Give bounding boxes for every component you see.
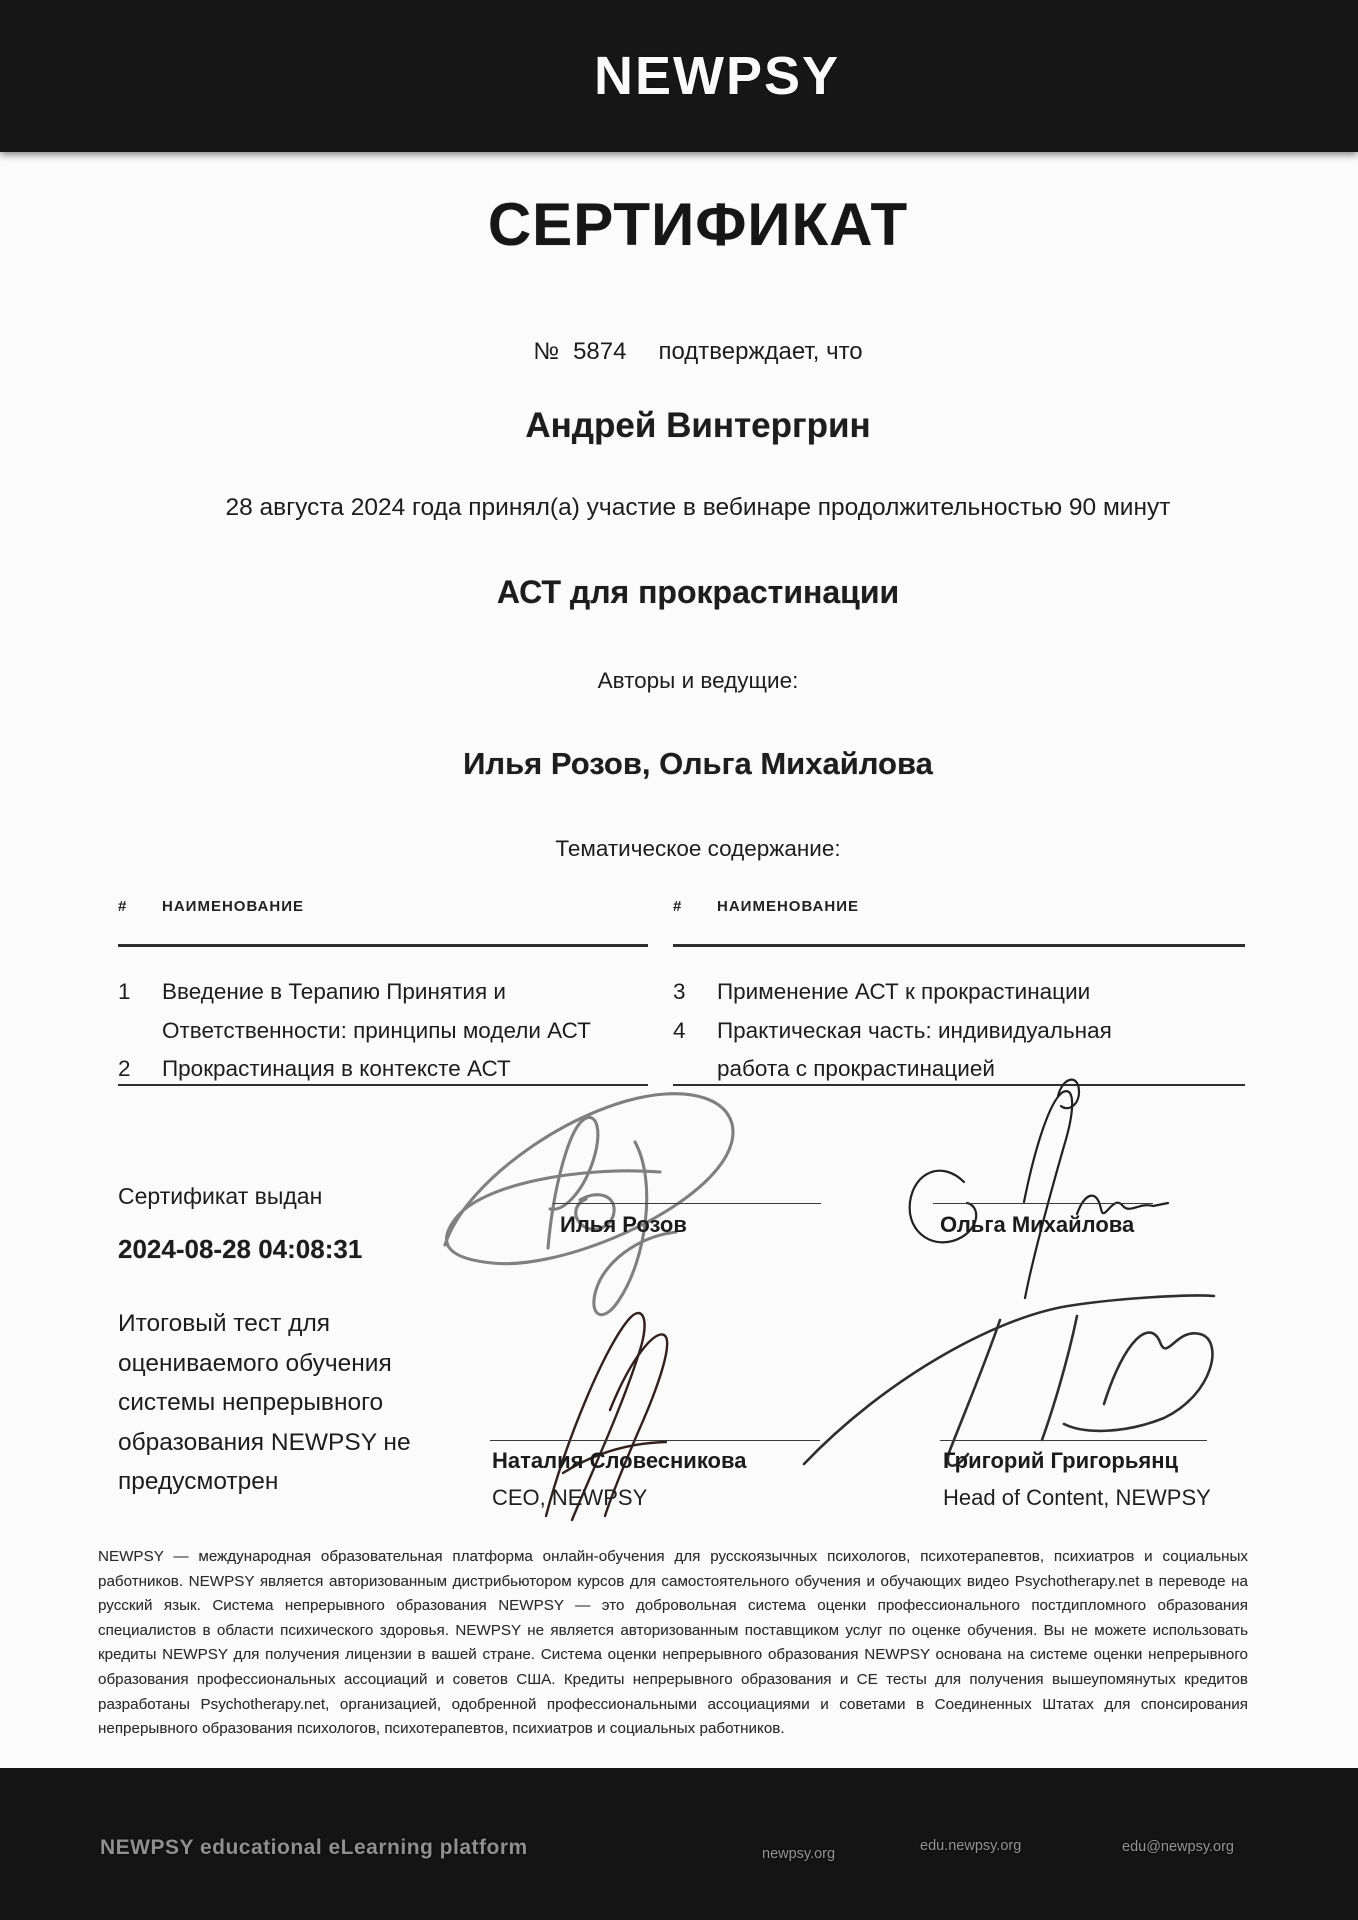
participation-text: 28 августа 2024 года принял(а) участие в вебинаре продолжительностью 90 минут xyxy=(225,494,1171,521)
signature-line xyxy=(553,1203,821,1204)
webinar-title: АСТ для прокрастинации xyxy=(496,574,900,610)
certificate-number-line xyxy=(38,338,1358,366)
issue-datetime: 2024-08-28 04:08:31 xyxy=(118,1234,363,1264)
certificate-number: 5874 xyxy=(573,338,627,365)
content-label: Тематическое содержание: xyxy=(555,836,841,861)
no-test-note: Итоговый тест для оцениваемого обучения системы непрерывного образования NEWPSY не предусмотрен xyxy=(118,1310,411,1495)
authors-label: Авторы и ведущие: xyxy=(597,668,799,693)
recipient-name: Андрей Винтергрин xyxy=(525,406,871,445)
footer-link-edu-email: edu@newpsy.org xyxy=(1122,1839,1234,1855)
signature-line xyxy=(490,1440,820,1441)
footer-link-newpsy-org: newpsy.org xyxy=(762,1846,836,1862)
topic-text: Практическая часть: индивидуальная работа с прокрастинацией xyxy=(717,1017,1112,1081)
topics-header-name: НАИМЕНОВАНИЕ xyxy=(717,898,859,915)
signature-line xyxy=(933,1203,1153,1204)
topics-column-left xyxy=(118,898,648,1086)
topic-row xyxy=(673,973,1245,1012)
topic-text: Применение АСТ к прокрастинации xyxy=(717,979,1091,1004)
signature-role: Head of Content, NEWPSY xyxy=(943,1485,1211,1510)
topics-rows xyxy=(673,947,1245,1086)
footer-link-edu-newpsy-org: edu.newpsy.org xyxy=(920,1838,1022,1854)
topics-header xyxy=(118,898,648,947)
signature-line xyxy=(940,1440,1207,1441)
topics-header-name: НАИМЕНОВАНИЕ xyxy=(162,898,304,915)
newpsy-logo: NEWPSY xyxy=(593,46,841,106)
signature-role: CEO, NEWPSY xyxy=(492,1485,648,1510)
topics-header-num: # xyxy=(118,898,128,915)
topic-row xyxy=(673,1012,1245,1089)
topic-num: 1 xyxy=(118,979,131,1004)
topic-row xyxy=(118,973,648,1050)
topic-num: 4 xyxy=(673,1017,686,1043)
confirms-text: подтверждает, что xyxy=(658,338,863,365)
topics-column-right xyxy=(673,898,1245,1086)
authors-names: Илья Розов, Ольга Михайлова xyxy=(463,746,933,781)
signature-name: Ольга Михайлова xyxy=(940,1212,1135,1237)
topics-header-num: # xyxy=(673,898,683,915)
topic-text: Введение в Терапию Принятия и Ответственности: принципы модели АСТ xyxy=(162,979,591,1043)
fine-print: NEWPSY — международная образовательная платформа онлайн-обучения для русскоязычных психологов, психотерапевтов, психиатров и социальных работников. NEWPSY является авторизованным дистрибьютором курсов для самостоятельного обучения и обучающих видео Psychotherapy.net в переводе на русский язык. Система непрерывного образования NEWPSY — это добровольная система оценки профессионального постдипломного образования специалистов в области психического здоровья. NEWPSY не является авторизованным поставщиком услуг по оценке обучения. Вы не можете использовать кредиты NEWPSY для получения лицензии в вашей стране. Система оценки непрерывного образования NEWPSY основана на системе оценки непрерывного образования профессиональных ассоциаций и советов США. Кредиты непрерывного образования и CE тесты для получения вышеупомянутых кредитов разработаны Psychotherapy.net, организацией, одобренной профессиональными ассоциациями и советами в Соединенных Штатах для спонсирования непрерывного образования психологов, психотерапевтов, психиатров и социальных работников. xyxy=(98,1548,1248,1738)
certificate-title: СЕРТИФИКАТ xyxy=(487,191,909,258)
signature-olga-mikhailova xyxy=(872,1062,1172,1302)
signature-ilya-rozov xyxy=(420,1070,770,1320)
topic-num: 2 xyxy=(118,1056,131,1081)
signature-name: Илья Розов xyxy=(560,1212,687,1237)
topic-num: 3 xyxy=(673,979,686,1004)
topics-rows xyxy=(118,947,648,1086)
topic-row xyxy=(118,1050,648,1089)
signature-name: Наталия Словесникова xyxy=(492,1448,747,1473)
number-sign: № xyxy=(533,338,560,365)
issue-label: Сертификат выдан xyxy=(118,1183,323,1209)
signature-name: Григорий Григорьянц xyxy=(943,1448,1179,1473)
topics-header xyxy=(673,898,1245,947)
footer-platform-name: NEWPSY educational eLearning platform xyxy=(100,1836,528,1859)
header-bar xyxy=(0,0,1358,152)
topic-text: Прокрастинация в контексте АСТ xyxy=(162,1056,511,1081)
